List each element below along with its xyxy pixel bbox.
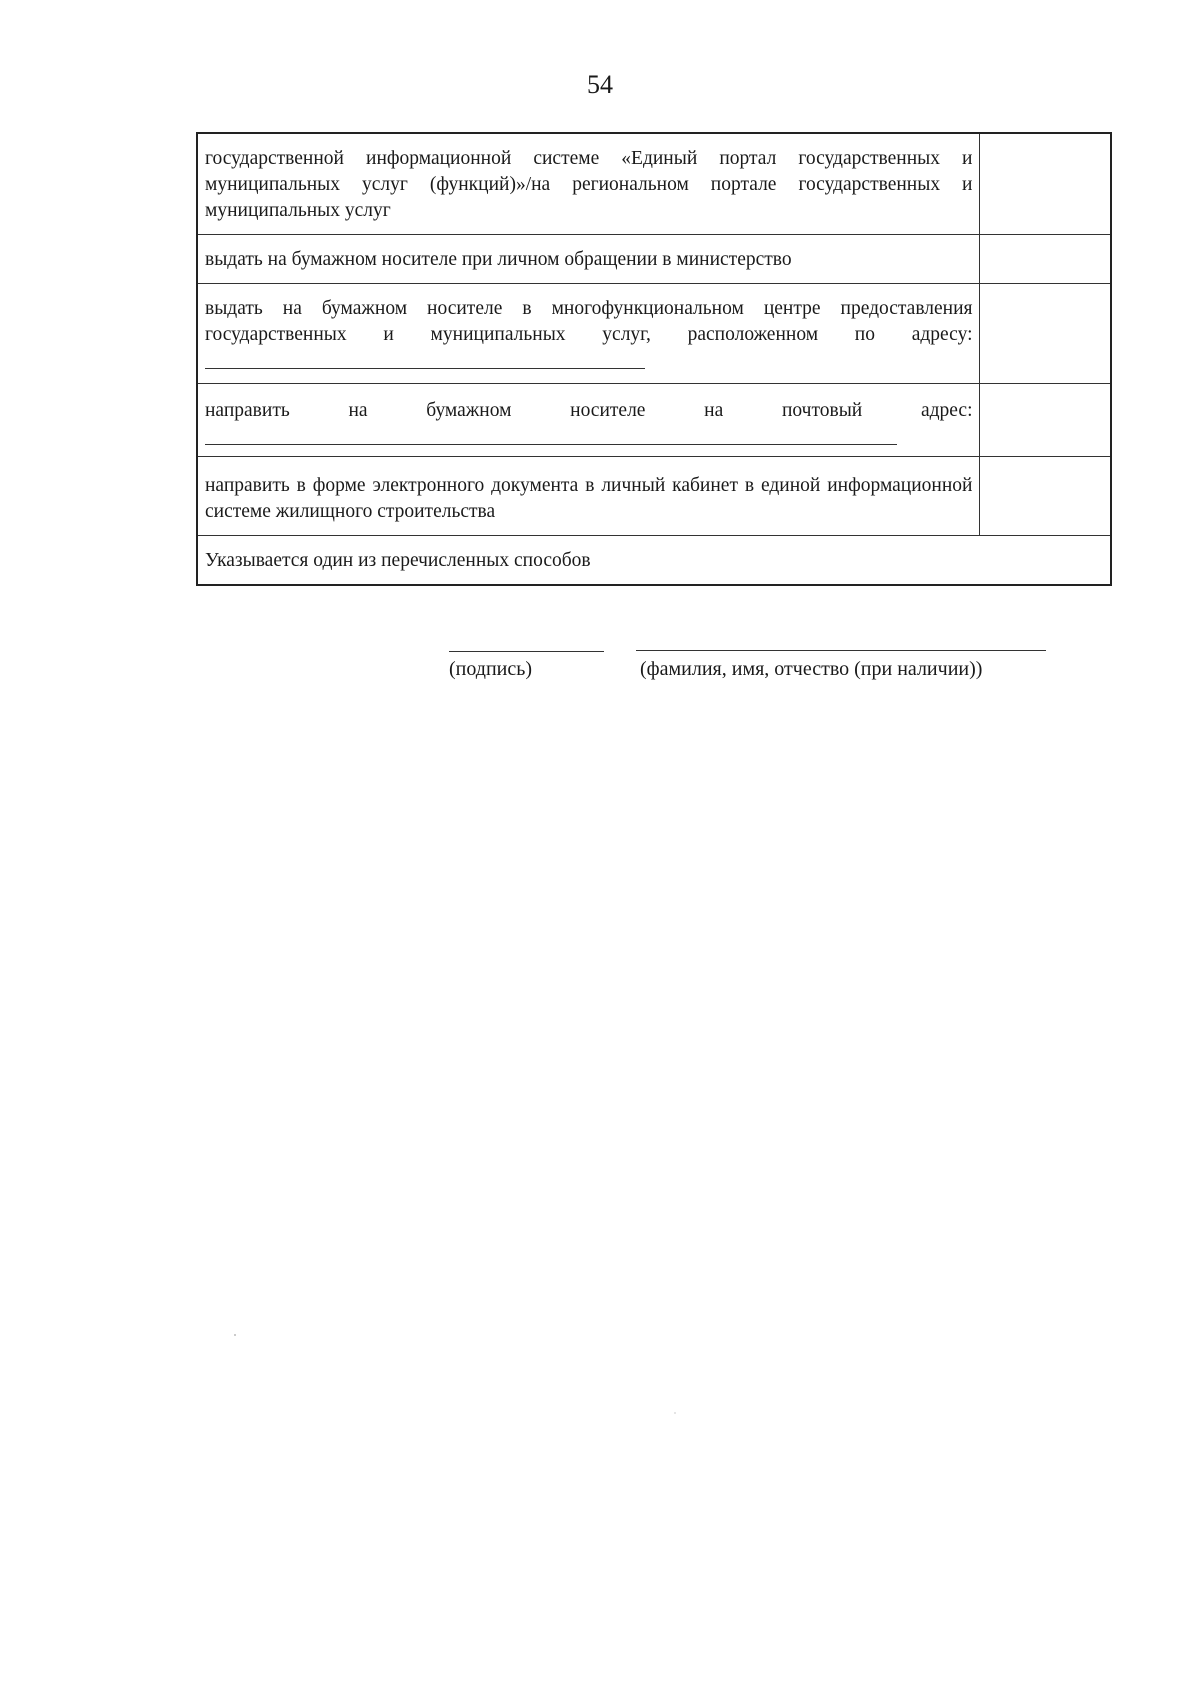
option-text-mfc: выдать на бумажном носителе в многофункциональном центре предоставления государственных и муниципальных услуг, расположенном по адресу: [205,298,973,345]
table-row [197,133,1111,235]
table-row [197,384,1111,457]
option-mark-cell-ministry[interactable] [979,235,1111,284]
option-cell-mfc [197,284,979,384]
option-text-post: направить на бумажном носителе на почтовый адрес: [205,400,973,421]
signature-line[interactable] [449,651,604,652]
option-mark-cell-post[interactable] [979,384,1111,457]
option-mark-cell-eisgs[interactable] [979,457,1111,536]
page-number: 54 [587,70,613,99]
option-mark-cell-mfc[interactable] [979,284,1111,384]
full-name-caption: (фамилия, имя, отчество (при наличии)) [640,658,983,680]
option-text-ministry: выдать на бумажном носителе при личном обращении в министерство [197,235,979,284]
table-row [197,457,1111,536]
option-text-eisgs: направить в форме электронного документа в личный кабинет в единой информационной системе жилищного строительства [197,457,979,536]
option-cell-post [197,384,979,457]
scan-speck [234,1334,236,1336]
scan-speck [674,1412,676,1414]
delivery-options-table [196,132,1112,586]
table-row [197,284,1111,384]
table-row [197,536,1111,586]
table-row [197,235,1111,284]
option-text-portal: государственной информационной системе «Единый портал государственных и муниципальных услуг (функций)»/на региональном портале государственных и муниципальных услуг [197,133,979,235]
postal-address-blank[interactable] [205,424,897,445]
table-note: Указывается один из перечисленных способов [197,536,1111,586]
full-name-line[interactable] [636,650,1046,651]
option-mark-cell-portal[interactable] [979,133,1111,235]
signature-caption: (подпись) [449,658,533,680]
mfc-address-blank[interactable] [205,348,645,369]
